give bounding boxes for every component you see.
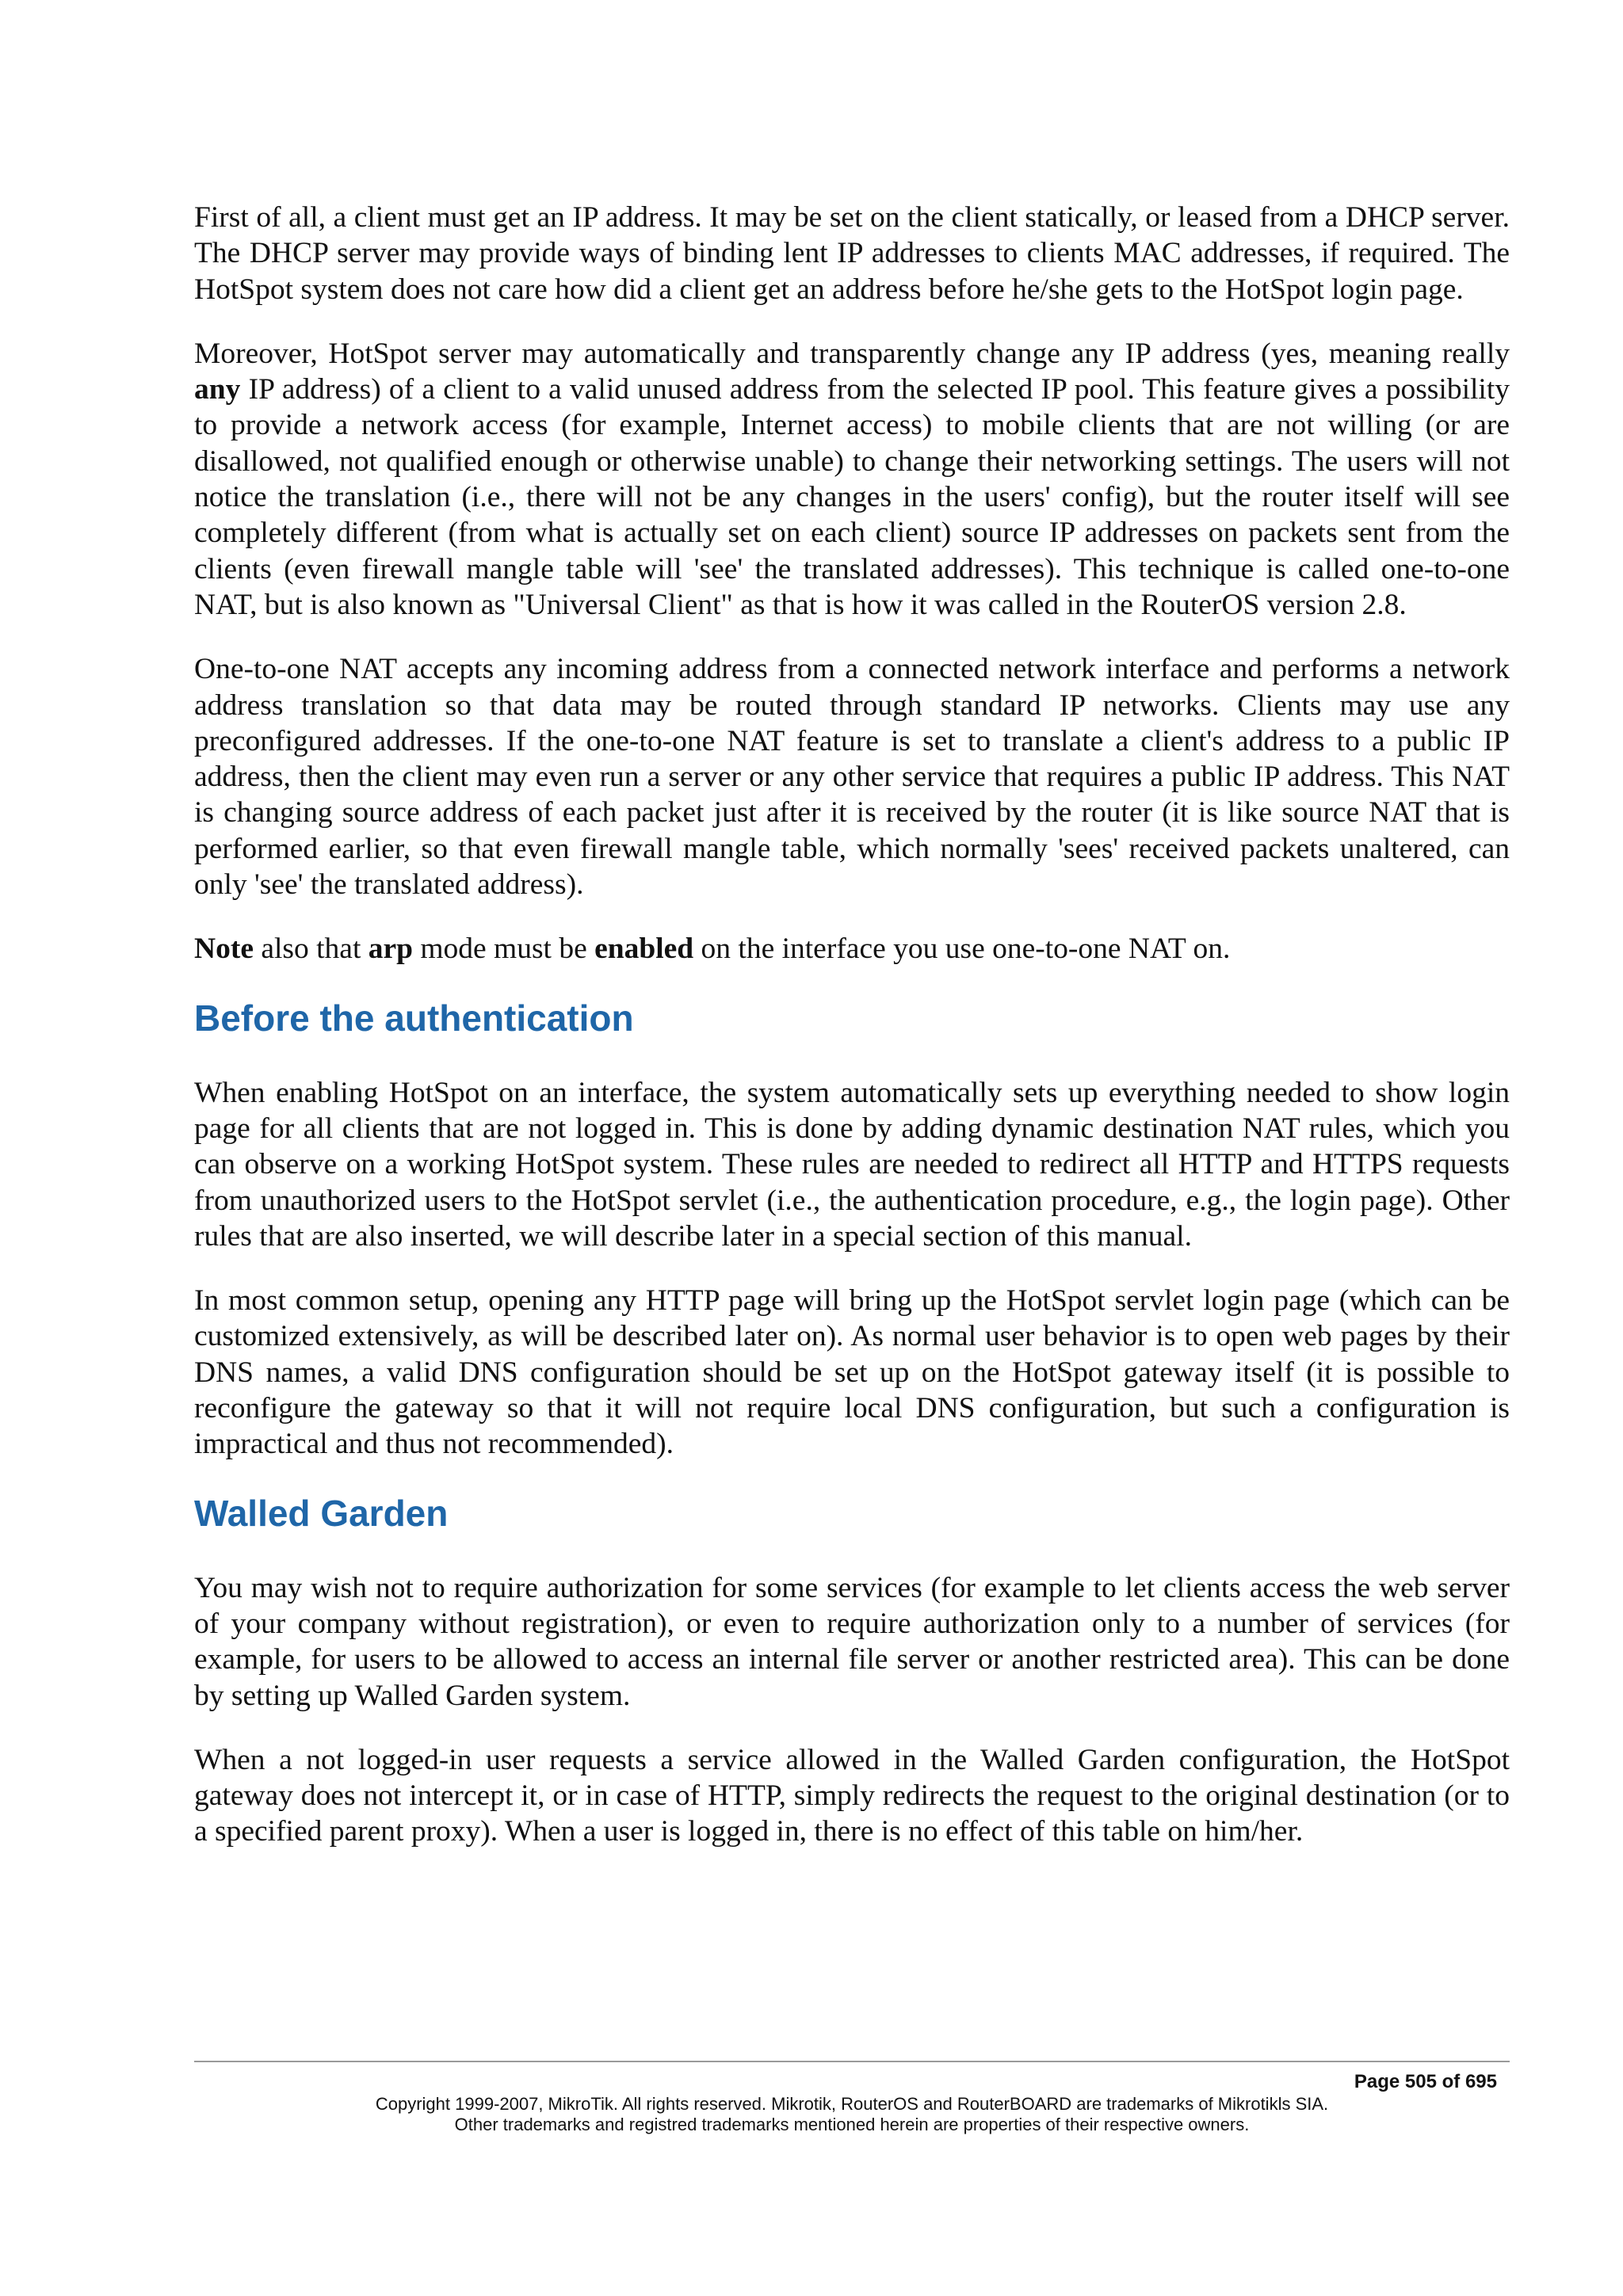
copyright-line-1: Copyright 1999-2007, MikroTik. All rights reserved. Mikrotik, RouterOS and RouterBOARD are trademarks of Mikrotikls SIA. xyxy=(375,2094,1329,2114)
paragraph-universal-client xyxy=(194,336,1510,623)
emphasis-note: Note xyxy=(194,933,254,966)
paragraph-common-setup xyxy=(194,1283,1510,1462)
paragraph-enabling-hotspot xyxy=(194,1075,1510,1254)
paragraph-walled-garden-intro xyxy=(194,1570,1510,1714)
page-content xyxy=(194,200,1510,1878)
copyright-line-2: Other trademarks and registred trademarks mentioned herein are properties of their respective owners. xyxy=(454,2115,1250,2134)
paragraph-ip-address xyxy=(194,200,1510,307)
paragraph-text: When enabling HotSpot on an interface, the system automatically sets up everything needed to show login page for all clients that are not logged in. This is done by adding dynamic destination NAT rules, which you can observe on a working HotSpot system. These rules are needed to redirect all HTTP and HTTPS requests from unauthorized users to the HotSpot servlet (i.e., the authentication procedure, e.g., the login page). Other rules that are also inserted, we will describe later in a special section of this manual. xyxy=(194,1076,1510,1253)
paragraph-text: Moreover, HotSpot server may automatically and transparently change any IP address (yes, meaning really xyxy=(194,337,1510,370)
emphasis-arp: arp xyxy=(368,933,413,966)
paragraph-text: on the interface you use one-to-one NAT on. xyxy=(693,933,1231,966)
heading-before-authentication: Before the authentication xyxy=(194,997,634,1039)
page-number: Page 505 of 695 xyxy=(1354,2071,1497,2092)
paragraph-text: IP address) of a client to a valid unused address from the selected IP pool. This feature gives a possibility to provide a network access (for example, Internet access) to mobile clients that are not willing (or are disallowed, not qualified enough or otherwise unable) to change their networking settings. The users will not notice the translation (i.e., there will not be any changes in the users' config), but the router itself will see completely different (from what is actually set on each client) source IP addresses on packets sent from the clients (even firewall mangle table will 'see' the translated addresses). This technique is called one-to-one NAT, but is also known as "Universal Client" as that is how it was called in the RouterOS version 2.8. xyxy=(194,373,1510,621)
paragraph-text: When a not logged-in user requests a service allowed in the Walled Garden configuration, the HotSpot gateway does not intercept it, or in case of HTTP, simply redirects the request to the original destination (or to a specified parent proxy). When a user is logged in, there is no effect of this table on him/her. xyxy=(194,1743,1510,1848)
paragraph-text: You may wish not to require authorization for some services (for example to let clients access the web server of your company without registration), or even to require authorization only to a number of services (for example, for users to be allowed to access an internal file server or another restricted area). This can be done by setting up Walled Garden system. xyxy=(194,1571,1510,1712)
paragraph-arp-note xyxy=(194,931,1510,967)
emphasis-enabled: enabled xyxy=(594,933,694,966)
page-footer xyxy=(194,2061,1510,2135)
footer-divider xyxy=(194,2061,1510,2062)
paragraph-text: One-to-one NAT accepts any incoming address from a connected network interface and performs a network address translation so that data may be routed through standard IP networks. Clients may use any preconfigured addresses. If the one-to-one NAT feature is set to translate a client's address to a public IP address, then the client may even run a server or any other service that requires a public IP address. This NAT is changing source address of each packet just after it is received by the router (it is like source NAT that is performed earlier, so that even firewall mangle table, which normally 'sees' received packets unaltered, can only 'see' the translated address). xyxy=(194,653,1510,902)
emphasis-any: any xyxy=(194,373,241,406)
paragraph-text: mode must be xyxy=(412,933,595,966)
paragraph-text: In most common setup, opening any HTTP page will bring up the HotSpot servlet login page (which can be customized extensively, as will be described later on). As normal user behavior is to open web pages by their DNS names, a valid DNS configuration should be set up on the HotSpot gateway itself (it is possible to reconfigure the gateway so that it will not require local DNS configuration, but such a configuration is impractical and thus not recommended). xyxy=(194,1284,1510,1461)
heading-walled-garden: Walled Garden xyxy=(194,1492,449,1534)
paragraph-walled-garden-behavior xyxy=(194,1742,1510,1850)
paragraph-one-to-one-nat xyxy=(194,651,1510,902)
paragraph-text: also that xyxy=(253,933,369,966)
paragraph-text: First of all, a client must get an IP address. It may be set on the client statically, or leased from a DHCP server. The DHCP server may provide ways of binding lent IP addresses to clients MAC addresses, if required. The HotSpot system does not care how did a client get an address before he/she gets to the HotSpot login page. xyxy=(194,201,1510,306)
